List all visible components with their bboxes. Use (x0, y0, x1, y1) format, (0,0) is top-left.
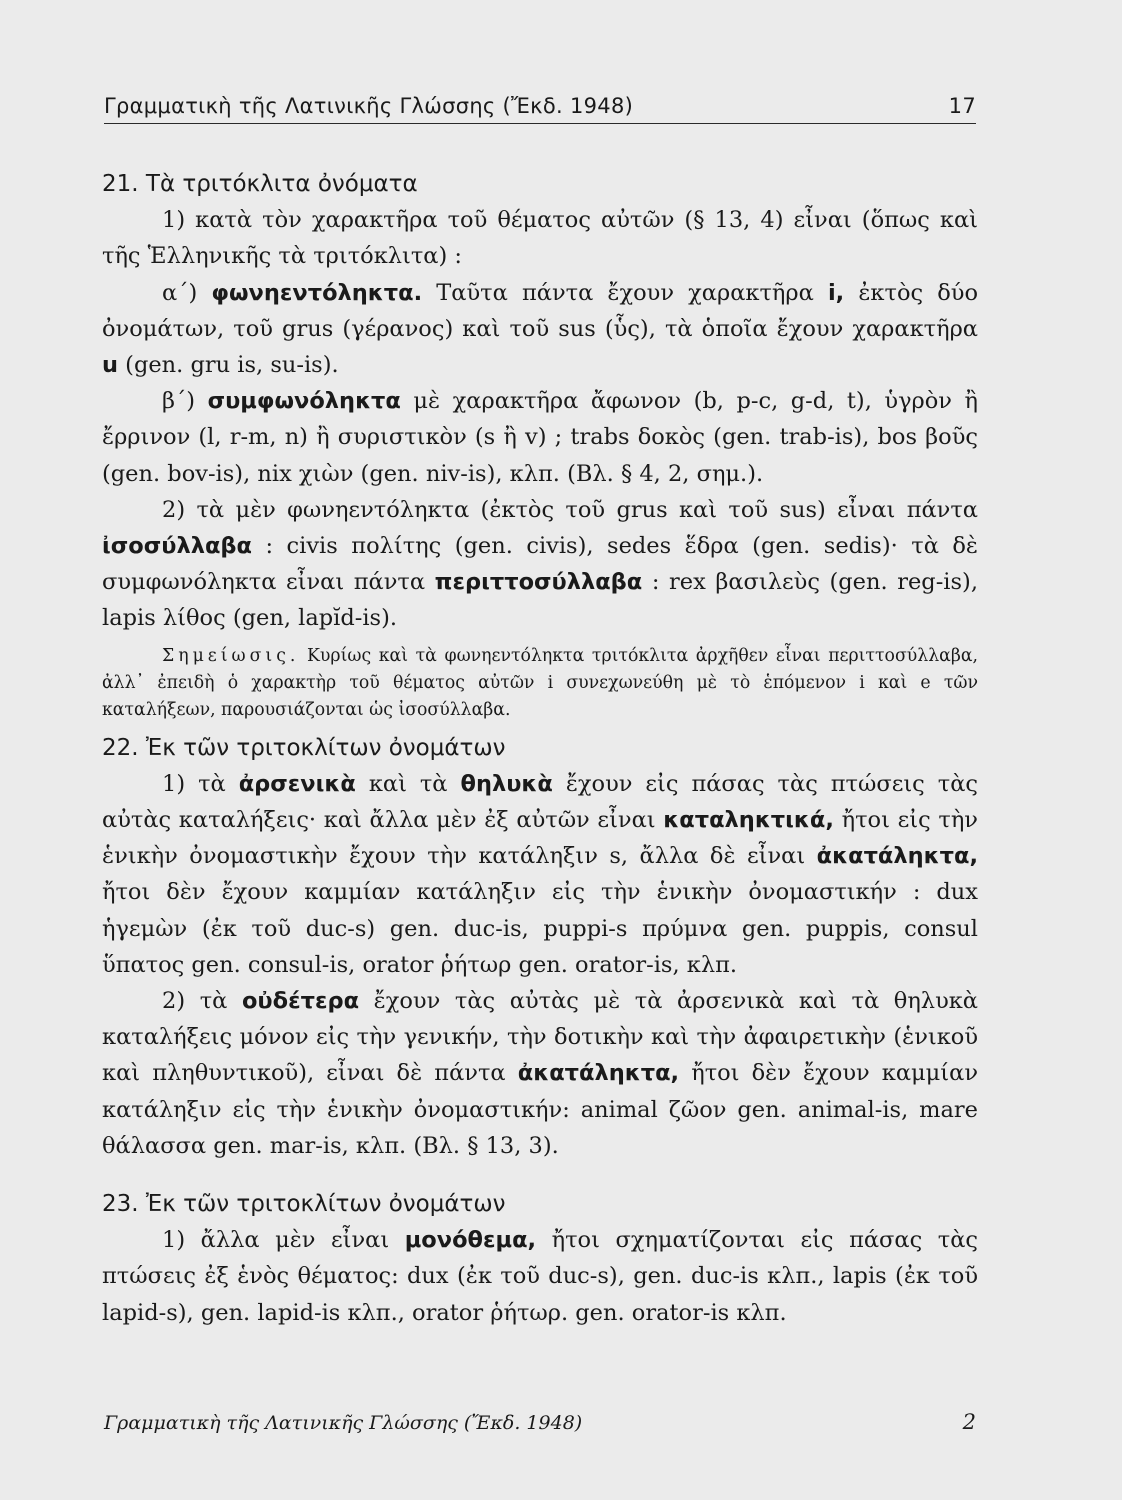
section-23-heading (102, 1186, 978, 1222)
text-run: α΄) (162, 279, 212, 306)
section-number: 23. (102, 1191, 139, 1218)
term-bold: θηλυκὰ (460, 770, 553, 797)
term-bold: οὐδέτερα (241, 988, 360, 1015)
section-21-paragraph-4 (102, 492, 978, 637)
text-run: καὶ τὰ (355, 770, 461, 797)
section-22-paragraph-1 (102, 766, 978, 983)
text-run: Ταῦτα πάντα ἔχουν χαρακτῆρα (422, 279, 828, 306)
running-header (104, 94, 976, 124)
term-bold: περιττοσύλλαβα (434, 569, 643, 596)
text-run: 2) τὰ (162, 988, 242, 1015)
term-bold: ἀρσενικὰ (238, 770, 356, 797)
term-bold: ἰσοσύλλαβα (102, 533, 252, 560)
text-run: ἤτοι σχηματίζονται εἰς πάσας τὰς πτώσεις ἐξ ἑνὸς θέματος: dux (ἐκ τοῦ duc-s), gen. duc-is κλπ., lapis (ἐκ τοῦ lapid-s), gen. lapid-is κλπ., orator ῥήτωρ. gen. orator-is κλπ. (102, 1227, 978, 1326)
section-title: Ἐκ τῶν τριτοκλίτων ὀνομάτων (145, 734, 506, 761)
section-21-paragraph-1: 1) κατὰ τὸν χαρακτῆρα τοῦ θέματος αὐτῶν (§ 13, 4) εἶναι (ὅπως καὶ τῆς Ἑλληνικῆς τὰ τριτόκλιτα) : (102, 207, 978, 270)
text-run: 1) ἄλλα μὲν εἶναι (162, 1227, 405, 1254)
text-run: ἤτοι δὲν ἔχουν καμμίαν κατάληξιν εἰς τὴν ἑνικὴν ὀνομαστικήν: animal ζῶον gen. animal-is, mare θάλασσα gen. mar-is, κλπ. (Βλ. § 13, 3). (102, 1060, 978, 1159)
text-run: 2) τὰ μὲν φωνηεντόληκτα (ἐκτὸς τοῦ grus καὶ τοῦ sus) εἶναι πάντα (162, 496, 978, 523)
text-run: μὲ χαρακτῆρα ἄφωνον (b, p-c, g-d, t), ὑγρὸν ἢ ἔρρινον (l, r-m, n) ἢ συριστικὸν (s ἢ v) ; trabs δοκὸς (gen. trab-is), bos βοῦς (gen. bov-is), nix χιὼν (gen. niv-is), κλπ. (Βλ. § 4, 2, σημ.). (102, 388, 978, 487)
section-title: Ἐκ τῶν τριτοκλίτων ὀνομάτων (145, 1191, 506, 1218)
footer-title: Γραμματικὴ τῆς Λατινικῆς Γλώσσης (Ἔκδ. 1948) (104, 1412, 583, 1434)
page-number: 17 (948, 94, 976, 118)
page-body (102, 166, 978, 1331)
section-title: Τὰ τριτόκλιτα ὀνόματα (145, 171, 418, 197)
term-bold: καταληκτικά, (663, 807, 834, 834)
section-23-paragraph-1 (102, 1222, 978, 1331)
term-bold: ἀκατάληκτα, (517, 1060, 680, 1087)
term-bold: i, (827, 279, 845, 306)
running-footer (104, 1410, 976, 1434)
text-run: ἔχουν εἰς πάσας τὰς πτώσεις τὰς αὐτὰς καταλήξεις· καὶ ἄλλα μὲν ἐξ αὐτῶν εἶναι (102, 770, 978, 834)
text-run: ἤτοι δὲν ἔχουν καμμίαν κατάληξιν εἰς τὴν ἑνικὴν ὀνομαστικήν : dux ἡγεμὼν (ἐκ τοῦ duc-s) gen. duc-is, puppi-s πρύμνα gen. puppis, consul ὕπατος gen. consul-is, orator ῥήτωρ gen. orator-is, κλπ. (102, 879, 978, 978)
section-21-heading (102, 166, 978, 202)
header-title: Γραμματικὴ τῆς Λατινικῆς Γλώσσης (Ἔκδ. 1948) (104, 94, 634, 118)
text-run: (gen. gru is, su-is). (118, 352, 339, 379)
note-label: Σημείωσις. (162, 645, 300, 666)
spacer (102, 1164, 978, 1186)
term-bold: u (102, 352, 119, 379)
term-bold: ἀκατάληκτα, (816, 843, 978, 870)
text-run: ἐκτὸς δύο ὀνομάτων, τοῦ grus (γέρανος) καὶ τοῦ sus (ὗς), τὰ ὁποῖα ἔχουν χαρακτῆρα (102, 279, 979, 342)
text-run: : rex βασιλεὺς (gen. reg-is), lapis λίθος (gen, lapĭd-is). (102, 569, 978, 632)
section-21-paragraph-3 (102, 383, 978, 492)
section-number: 22. (102, 734, 139, 761)
text-run: ἔχουν τὰς αὐτὰς μὲ τὰ ἀρσενικὰ καὶ τὰ θηλυκὰ καταλήξεις μόνον εἰς τὴν γενικήν, τὴν δοτικὴν καὶ τὴν ἀφαιρετικὴν (ἑνικοῦ καὶ πληθυντικοῦ), εἶναι δὲ πάντα (102, 988, 979, 1087)
text-run: 1) τὰ (162, 770, 239, 797)
term-bold: μονόθεμα, (404, 1227, 537, 1254)
section-21-paragraph-2 (102, 275, 978, 384)
signature-mark: 2 (962, 1410, 976, 1434)
section-21-note (102, 643, 978, 724)
section-number: 21. (102, 171, 139, 197)
note-text: Κυρίως καὶ τὰ φωνηεντόληκτα τριτόκλιτα ἀρχῆθεν εἶναι περιττοσύλλαβα, ἀλλ᾽ ἐπειδὴ ὁ χαρακτὴρ τοῦ θέματος αὐτῶν i συνεχωνεύθη μὲ τὸ ἑπόμενον i καὶ e τῶν καταλήξεων, παρουσιάζονται ὡς ἰσοσύλλαβα. (102, 645, 978, 720)
text-run: β΄) (162, 388, 208, 415)
text-run: : civis πολίτης (gen. civis), sedes ἕδρα (gen. sedis)· τὰ δὲ συμφωνόληκτα εἶναι πάντα (102, 533, 978, 596)
section-22-heading (102, 730, 978, 766)
term-bold: συμφωνόληκτα (207, 388, 401, 415)
term-bold: φωνηεντόληκτα. (211, 279, 423, 306)
text-run: ἤτοι εἰς τὴν ἑνικὴν ὀνομαστικὴν ἔχουν τὴν κατάληξιν s, ἄλλα δὲ εἶναι (102, 807, 978, 870)
section-22-paragraph-2 (102, 983, 978, 1164)
